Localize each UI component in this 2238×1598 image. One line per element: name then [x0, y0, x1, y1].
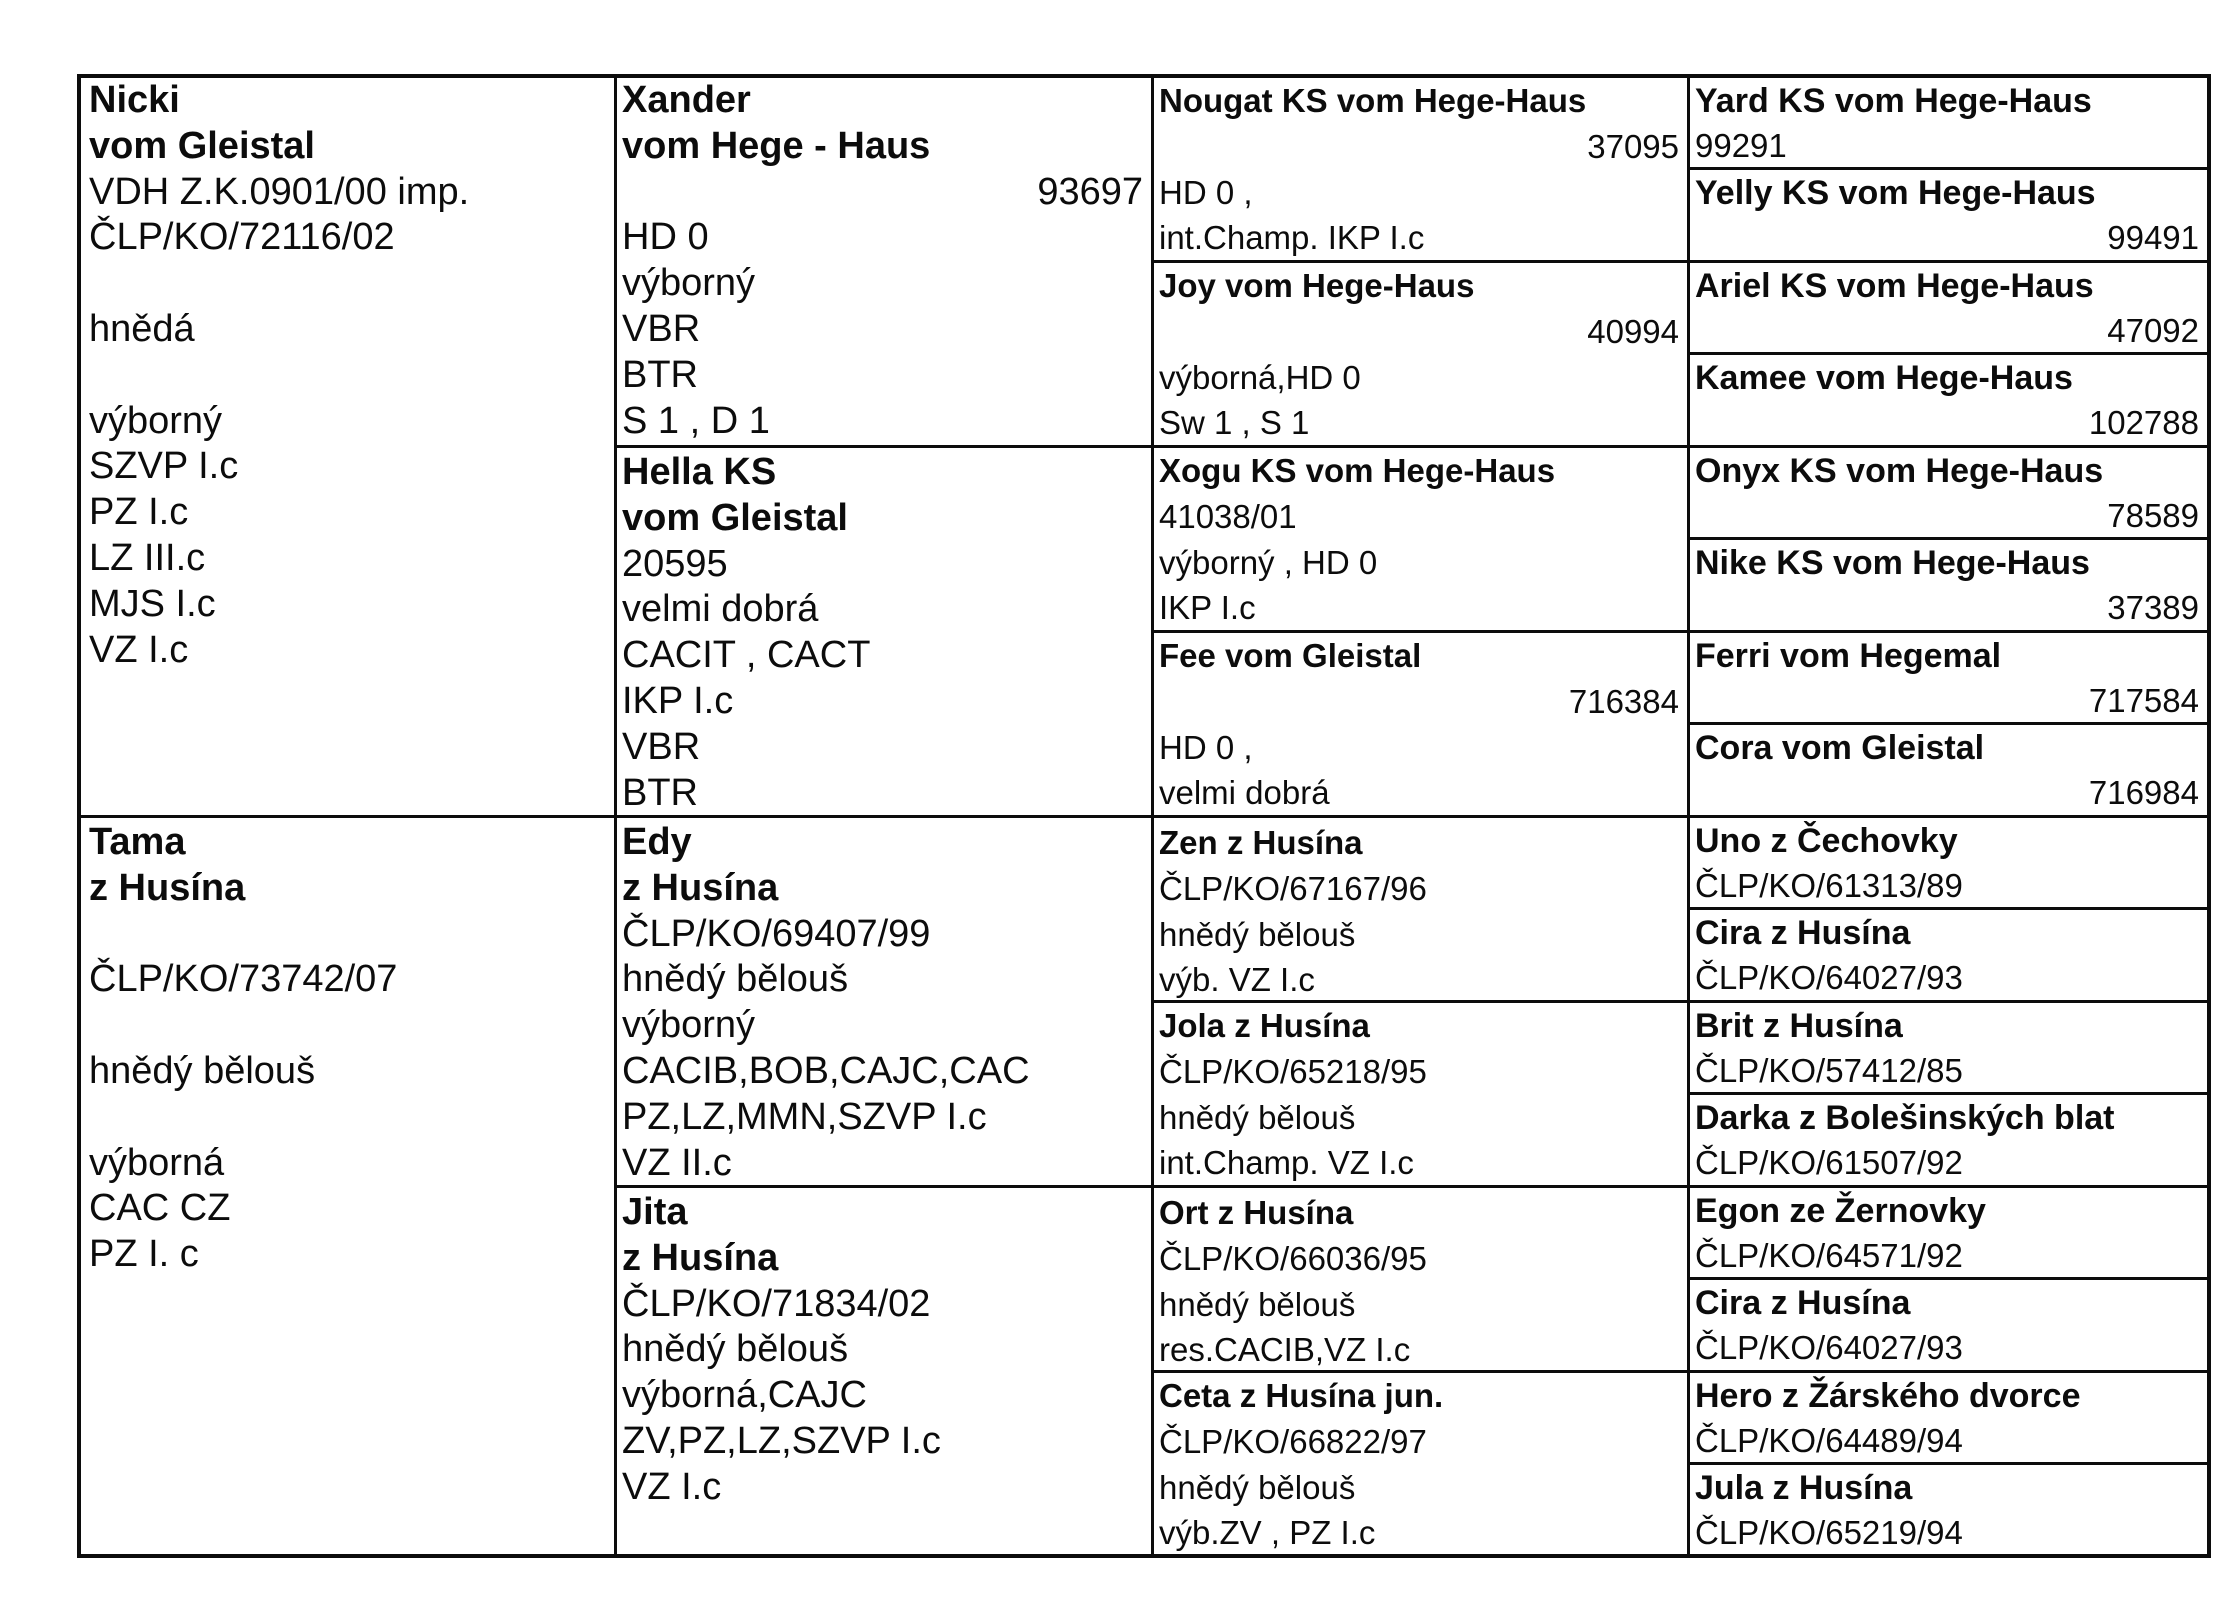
grandparent-info-line: ČLP/KO/71834/02 — [622, 1282, 931, 1325]
ggg-name: Kamee vom Hege-Haus — [1695, 359, 2073, 397]
great-grandparent-info-line: Sw 1 , S 1 — [1159, 404, 1310, 442]
great-grandparent-name: Zen z Husína — [1159, 824, 1363, 861]
ggg-cell — [1687, 540, 2207, 633]
ggg-value: ČLP/KO/61507/92 — [1695, 1144, 1963, 1181]
ggg-cell — [1687, 1373, 2207, 1465]
grandparent-cell — [614, 1188, 1151, 1554]
parent-name: Tama — [89, 821, 186, 863]
grandparent-kennel: z Husína — [622, 1236, 779, 1279]
great-grandparent-name: Xogu KS vom Hege-Haus — [1159, 452, 1556, 489]
great-grandparent-name: Fee vom Gleistal — [1159, 637, 1422, 674]
great-grandparent-cell — [1151, 78, 1687, 263]
parent-name: Nicki — [89, 79, 180, 121]
grandparent-kennel: vom Hege - Haus — [622, 124, 931, 167]
great-grandparent-info-line: výb.ZV , PZ I.c — [1159, 1514, 1376, 1552]
great-grandparent-info-line: res.CACIB,VZ I.c — [1159, 1331, 1411, 1369]
ggg-name: Nike KS vom Hege-Haus — [1695, 544, 2090, 582]
grandparent-info-line: S 1 , D 1 — [622, 399, 770, 442]
grandparent-info-line: BTR — [622, 353, 698, 396]
grandparent-info-line: velmi dobrá — [622, 588, 819, 631]
great-grandparent-cell — [1151, 1188, 1687, 1373]
ggg-value: ČLP/KO/64489/94 — [1695, 1422, 1963, 1459]
grandparent-info-line: 20595 — [622, 542, 728, 585]
great-grandparent-cell — [1151, 633, 1687, 818]
ggg-name: Cira z Husína — [1695, 914, 1911, 952]
ggg-cell — [1687, 1465, 2207, 1554]
parent-info-line — [81, 353, 614, 399]
ggg-value: 37389 — [2107, 589, 2199, 626]
grandparent-number: 93697 — [1037, 170, 1143, 213]
grandparent-info-line: hnědý bělouš — [622, 1328, 849, 1371]
grandparent-info-line: výborný — [622, 262, 756, 305]
ggg-value: 47092 — [2107, 312, 2199, 349]
ggg-cell — [1687, 1280, 2207, 1373]
great-grandparent-info-line: ČLP/KO/67167/96 — [1159, 869, 1427, 907]
grandparent-info-line: CACIB,BOB,CAJC,CAC — [622, 1049, 1030, 1092]
great-grandparent-info-line: IKP I.c — [1159, 589, 1256, 627]
grandparent-info-line: BTR — [622, 771, 698, 814]
great-grandparent-name: Nougat KS vom Hege-Haus — [1159, 82, 1587, 119]
ggg-name: Cira z Husína — [1695, 1284, 1911, 1322]
parent-info-line: výborný — [89, 399, 223, 442]
great-grandparent-name: Ceta z Husína jun. — [1159, 1377, 1444, 1414]
ggg-value: 78589 — [2107, 497, 2199, 534]
great-grandparent-number: 37095 — [1587, 127, 1679, 165]
ggg-name: Ariel KS vom Hege-Haus — [1695, 267, 2094, 305]
parent-info-line: hnědá — [89, 307, 195, 350]
ggg-cell — [1687, 725, 2207, 818]
ggg-value: ČLP/KO/57412/85 — [1695, 1052, 1963, 1089]
parent-info-line: PZ I.c — [89, 491, 189, 534]
great-grandparents-column — [1151, 78, 1690, 1554]
ggg-name: Uno z Čechovky — [1695, 822, 1958, 860]
grandparent-cell — [614, 818, 1151, 1188]
ggg-name: Yard KS vom Hege-Haus — [1695, 82, 2092, 120]
parent-info-line: VZ I.c — [89, 628, 189, 671]
great-great-grandparents-column — [1687, 78, 2207, 1554]
ggg-cell — [1687, 78, 2207, 170]
great-grandparent-info-line: ČLP/KO/66036/95 — [1159, 1239, 1427, 1277]
ggg-name: Egon ze Žernovky — [1695, 1192, 1986, 1230]
great-grandparent-name: Joy vom Hege-Haus — [1159, 267, 1475, 304]
ggg-name: Onyx KS vom Hege-Haus — [1695, 452, 2104, 490]
ggg-cell — [1687, 818, 2207, 910]
parents-column — [81, 78, 617, 1554]
parent-kennel: vom Gleistal — [89, 124, 315, 167]
grandparent-info-line: CACIT , CACT — [622, 634, 871, 677]
ggg-value: ČLP/KO/64027/93 — [1695, 1329, 1963, 1366]
ggg-cell — [1687, 1188, 2207, 1280]
ggg-value: 717584 — [2088, 682, 2199, 719]
parent-kennel: z Husína — [89, 866, 246, 909]
ggg-name: Brit z Husína — [1695, 1007, 1903, 1045]
great-grandparent-info-line: int.Champ. VZ I.c — [1159, 1144, 1414, 1182]
pedigree-table — [77, 74, 2211, 1558]
parent-info-line: VDH Z.K.0901/00 imp. — [89, 170, 470, 213]
parent-cell-dam — [81, 818, 614, 1554]
great-grandparent-info-line: hnědý bělouš — [1159, 1285, 1356, 1323]
grandparent-name: Jita — [622, 1191, 688, 1233]
grandparent-info-line: ZV,PZ,LZ,SZVP I.c — [622, 1419, 941, 1462]
parent-info-line — [81, 261, 614, 307]
parent-info-line: výborná — [89, 1141, 225, 1184]
ggg-value: ČLP/KO/64571/92 — [1695, 1237, 1963, 1274]
parent-info-line — [81, 1095, 614, 1141]
great-grandparent-number: 716384 — [1568, 682, 1679, 720]
ggg-cell — [1687, 170, 2207, 263]
parent-info-line: SZVP I.c — [89, 445, 239, 488]
grandparent-info-line: výborný — [622, 1004, 756, 1047]
great-grandparent-cell — [1151, 818, 1687, 1003]
ggg-value: ČLP/KO/65219/94 — [1695, 1514, 1963, 1551]
ggg-name: Cora vom Gleistal — [1695, 729, 1985, 767]
parent-info-line: ČLP/KO/73742/07 — [89, 958, 398, 1001]
grandparent-info-line: ČLP/KO/69407/99 — [622, 912, 931, 955]
parent-info-line — [81, 1003, 614, 1049]
grandparent-info-line: hnědý bělouš — [622, 958, 849, 1001]
great-grandparent-info-line: hnědý bělouš — [1159, 1468, 1356, 1506]
ggg-cell — [1687, 448, 2207, 540]
great-grandparent-info-line: hnědý bělouš — [1159, 1098, 1356, 1136]
grandparent-name: Xander — [622, 79, 751, 121]
parent-info-line: LZ III.c — [89, 536, 206, 579]
ggg-value: 99291 — [1695, 127, 1787, 164]
great-grandparent-name: Jola z Husína — [1159, 1007, 1370, 1044]
great-grandparent-info-line: velmi dobrá — [1159, 774, 1330, 812]
ggg-name: Darka z Bolešinských blat — [1695, 1099, 2115, 1137]
great-grandparent-info-line: výborná,HD 0 — [1159, 358, 1361, 396]
ggg-value: 716984 — [2088, 774, 2199, 811]
grandparents-column — [614, 78, 1154, 1554]
ggg-cell — [1687, 633, 2207, 725]
great-grandparent-number: 40994 — [1587, 312, 1679, 350]
ggg-value: ČLP/KO/64027/93 — [1695, 959, 1963, 996]
great-grandparent-info-line: výborný , HD 0 — [1159, 543, 1378, 581]
great-grandparent-info-line: HD 0 , — [1159, 728, 1253, 766]
ggg-cell — [1687, 355, 2207, 448]
grandparent-info-line: výborná,CAJC — [622, 1374, 867, 1417]
parent-info-line: ČLP/KO/72116/02 — [89, 216, 395, 259]
parent-info-line: PZ I. c — [89, 1233, 199, 1276]
great-grandparent-cell — [1151, 448, 1687, 633]
grandparent-info-line: HD 0 — [622, 216, 709, 259]
grandparent-name: Hella KS — [622, 451, 777, 493]
great-grandparent-name: Ort z Husína — [1159, 1194, 1354, 1231]
grandparent-info-line: VZ I.c — [622, 1465, 722, 1508]
great-grandparent-info-line: HD 0 , — [1159, 173, 1253, 211]
great-grandparent-cell — [1151, 263, 1687, 448]
great-grandparent-info-line: výb. VZ I.c — [1159, 961, 1315, 999]
grandparent-kennel: vom Gleistal — [622, 496, 848, 539]
ggg-value: 99491 — [2107, 219, 2199, 256]
grandparent-info-line: PZ,LZ,MMN,SZVP I.c — [622, 1095, 987, 1138]
grandparent-cell — [614, 448, 1151, 818]
grandparent-info-line: VBR — [622, 307, 701, 350]
ggg-name: Hero z Žárského dvorce — [1695, 1377, 2081, 1415]
ggg-cell — [1687, 1003, 2207, 1095]
great-grandparent-info-line: ČLP/KO/65218/95 — [1159, 1052, 1427, 1090]
parent-info-line: hnědý bělouš — [89, 1049, 316, 1092]
parent-cell-sire — [81, 78, 614, 818]
great-grandparent-info-line: 41038/01 — [1159, 497, 1297, 535]
great-grandparent-cell — [1151, 1003, 1687, 1188]
grandparent-info-line: IKP I.c — [622, 679, 734, 722]
grandparent-info-line: VBR — [622, 725, 701, 768]
parent-info-line — [81, 912, 614, 958]
ggg-value: ČLP/KO/61313/89 — [1695, 867, 1963, 904]
ggg-cell — [1687, 910, 2207, 1003]
great-grandparent-info-line: int.Champ. IKP I.c — [1159, 219, 1425, 257]
ggg-name: Ferri vom Hegemal — [1695, 637, 2002, 675]
ggg-cell — [1687, 1095, 2207, 1188]
grandparent-cell — [614, 78, 1151, 448]
grandparent-info-line: VZ II.c — [622, 1141, 732, 1184]
grandparent-name: Edy — [622, 821, 692, 863]
ggg-name: Yelly KS vom Hege-Haus — [1695, 174, 2096, 212]
ggg-name: Jula z Husína — [1695, 1469, 1913, 1507]
great-grandparent-info-line: ČLP/KO/66822/97 — [1159, 1422, 1427, 1460]
ggg-cell — [1687, 263, 2207, 355]
grandparent-kennel: z Husína — [622, 866, 779, 909]
great-grandparent-info-line: hnědý bělouš — [1159, 915, 1356, 953]
parent-info-line: MJS I.c — [89, 582, 216, 625]
ggg-value: 102788 — [2088, 404, 2199, 441]
great-grandparent-cell — [1151, 1373, 1687, 1554]
parent-info-line: CAC CZ — [89, 1187, 231, 1230]
